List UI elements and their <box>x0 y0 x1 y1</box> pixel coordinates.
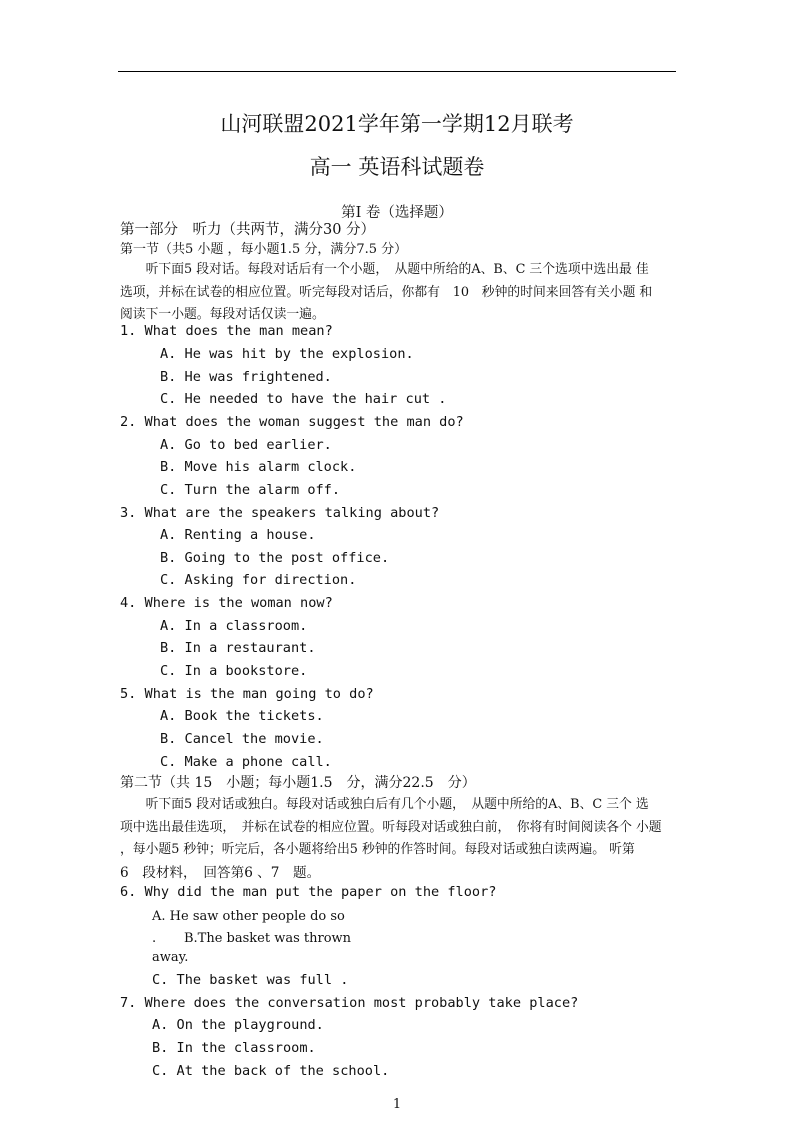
exam-subtitle: 高一 英语科试题卷 <box>309 155 485 179</box>
q1-option-c: C. He needed to have the hair cut . <box>160 391 447 407</box>
question-5: 5. What is the man going to do? <box>120 686 374 702</box>
question-4: 4. Where is the woman now? <box>120 595 333 611</box>
question-2: 2. What does the woman suggest the man do? <box>120 414 464 430</box>
question-1: 1. What does the man mean? <box>120 323 333 339</box>
q6-option-b: B.The basket was thrown <box>184 931 352 946</box>
question-3: 3. What are the speakers talking about? <box>120 505 440 521</box>
q6-option-b-cont: away. <box>152 950 189 965</box>
instruction-line: 听下面5 段对话或独白。每段对话或独白后有几个小题， 从题中所给的A、B、C 三个 选 <box>120 797 649 812</box>
section2-instructions <box>120 794 678 884</box>
page-number: 1 <box>392 1097 402 1112</box>
header-rule <box>118 71 676 72</box>
q3-option-a: A. Renting a house. <box>160 527 316 543</box>
q5-option-a: A. Book the tickets. <box>160 708 324 724</box>
q1-option-a: A. He was hit by the explosion. <box>160 346 414 362</box>
question-6: 6. Why did the man put the paper on the floor? <box>120 884 497 900</box>
exam-title: 山河联盟2021学年第一学期12月联考 <box>220 112 574 136</box>
q4-option-a: A. In a classroom. <box>160 618 308 634</box>
section1-heading: 第一节（共5 小题 ，每小题1.5 分，满分7.5 分） <box>120 242 408 257</box>
volume-heading: 第I 卷（选择题） <box>341 205 453 221</box>
q6-option-c: C. The basket was full . <box>152 972 349 988</box>
q7-option-b: B. In the classroom. <box>152 1040 316 1056</box>
q3-option-b: B. Going to the post office. <box>160 550 390 566</box>
q2-option-b: B. Move his alarm clock. <box>160 459 357 475</box>
instruction-line: 6 段材料， 回答第6 、7 题。 <box>120 864 321 881</box>
q5-option-c: C. Make a phone call. <box>160 754 332 770</box>
instruction-line: 项中选出最佳选项， 并标在试卷的相应位置。听每段对话或独白前， 你将有时间阅读各个 小题 <box>120 819 662 835</box>
q7-option-c: C. At the back of the school. <box>152 1063 390 1079</box>
part1-heading: 第一部分 听力（共两节，满分30 分） <box>120 222 376 238</box>
section2-heading: 第二节（共 15 小题；每小题1.5 分，满分22.5 分） <box>120 775 476 791</box>
instruction-line: 阅读下一小题。每段对话仅读一遍。 <box>120 307 325 322</box>
instruction-line: ，每小题5 秒钟；听完后，各小题将给出5 秒钟的作答时间。每段对话或独白读两遍。 听第 <box>120 842 635 857</box>
instruction-line: 选项，并标在试卷的相应位置。听完每段对话后，你都有 10 秒钟的时间来回答有关小题 和 <box>120 284 653 300</box>
q2-option-a: A. Go to bed earlier. <box>160 437 332 453</box>
q2-option-c: C. Turn the alarm off. <box>160 482 341 498</box>
q6-option-a-cont: . <box>152 931 157 946</box>
q7-option-a: A. On the playground. <box>152 1017 324 1033</box>
q4-option-b: B. In a restaurant. <box>160 640 316 656</box>
q4-option-c: C. In a bookstore. <box>160 663 308 679</box>
q1-option-b: B. He was frightened. <box>160 369 332 385</box>
q6-option-a: A. He saw other people do so <box>152 909 345 924</box>
q3-option-c: C. Asking for direction. <box>160 572 357 588</box>
instruction-line: 听下面5 段对话。每段对话后有一个小题， 从题中所给的A、B、C 三个选项中选出最 佳 <box>120 262 649 277</box>
q5-option-b: B. Cancel the movie. <box>160 731 324 747</box>
section1-instructions <box>120 259 678 327</box>
question-7: 7. Where does the conversation most probably take place? <box>120 995 579 1011</box>
